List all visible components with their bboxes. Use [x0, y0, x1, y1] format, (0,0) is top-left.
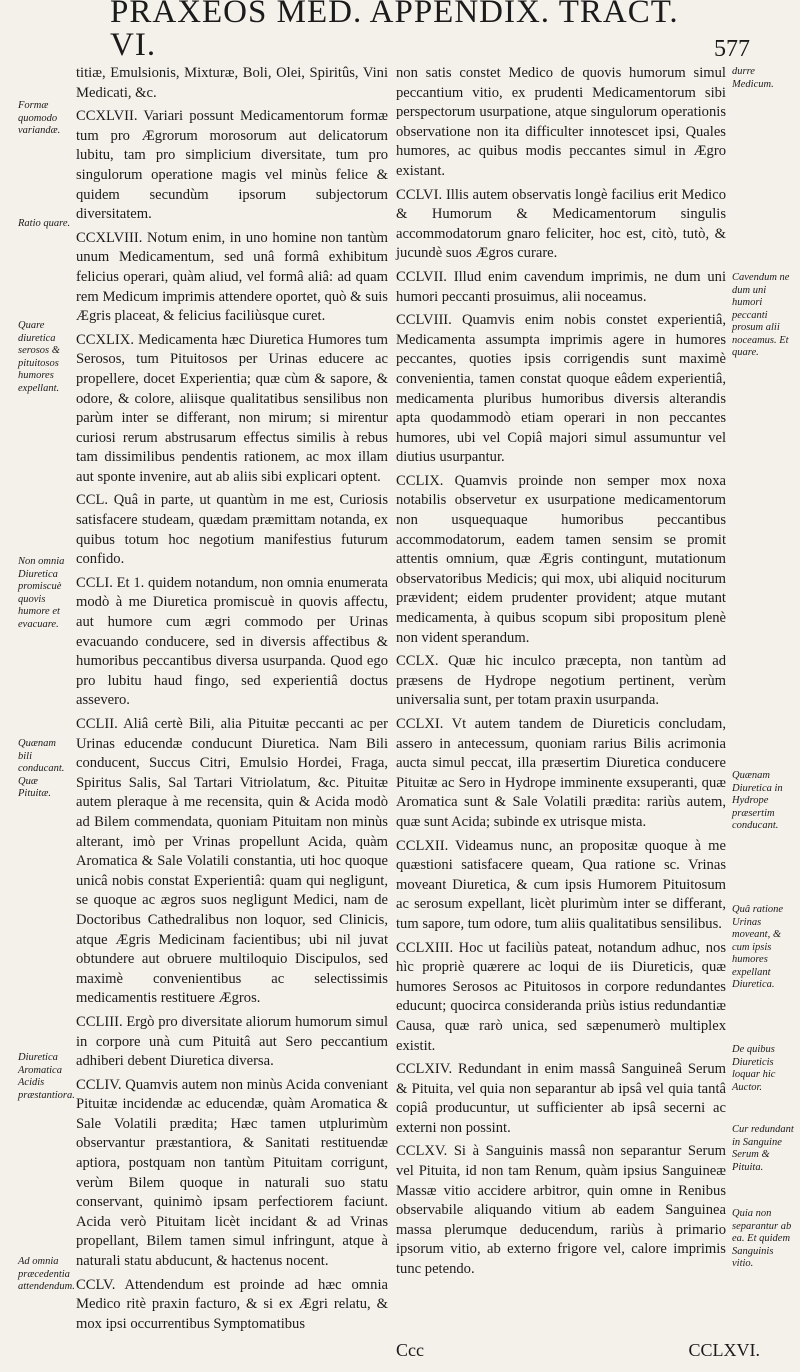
paragraph: titiæ, Emulsionis, Mixturæ, Boli, Olei, Spiritûs, Vini Medicati, &c. — [76, 65, 388, 101]
paragraph: CCLXIII. Hoc ut faciliùs pateat, notandum adhuc, nos hìc propriè quærere ac loqui de iis Diureticis, quæ humores Serosos ac Pituitosos in corpore redundantes educunt; quocirca consideranda priùs istius redundantiæ Causa, quæ rarò unica, sed sæpenumerò multiplex existit. — [396, 939, 726, 1054]
margin-note: durre Medicum. — [732, 66, 774, 90]
margin-note: Non omnia Diuretica promiscuè quovis humore et evacuare. — [18, 556, 65, 630]
left-text-column — [76, 64, 388, 1338]
page-header — [110, 0, 750, 63]
margin-note: Cur redundant in Sanguine Serum & Pituita. — [732, 1124, 794, 1173]
page-footer — [396, 1340, 760, 1361]
paragraph: CCLVIII. Quamvis enim nobis constet experientiâ, Medicamenta assumpta imprimis agere in humores peccantes, quoties ipsis corrigendis sunt maximè convenientia, tamen constat quoque eâdem experientiâ, medicamenta pluribus humoribus diversis alterandis apta quodammodò etiam operari in non peccantes humores, ubi vel Copiâ majori simul assumuntur vel diutius usurpantur. — [396, 312, 726, 466]
margin-note: Quænam Diuretica in Hydrope præsertim conducant. — [732, 770, 783, 831]
paragraph: CCXLVIII. Notum enim, in uno homine non tantùm unum Medicamentum, sed unâ formâ exhibitum felicius operari, quàm aliud, vel formâ aliâ: ad quam rem Medicum imprimis attendere oportet, quò & suis Ægris placeat, & felicius faciliùsque curet. — [76, 229, 388, 325]
paragraph: CCLVI. Illis autem observatis longè facilius erit Medico & Humorum & Medicamentorum singulis accommodatorum gnaro feliciter, hoc est, citò, tutò, & jucundè suos Ægros curare. — [396, 186, 726, 262]
margin-note: Cavendum ne dum uni humori peccanti prosum alii noceamus. Et quare. — [732, 272, 790, 358]
page-number: 577 — [714, 35, 750, 62]
running-head: PRAXEOS MED. APPENDIX. TRACT. VI. — [110, 0, 679, 63]
margin-note: Ad omnia præcedentia attendendum. — [18, 1256, 75, 1292]
paragraph: CCLX. Quæ hic inculco præcepta, non tantùm ad præsens de Hydrope negotium pertinent, verùm universalia sunt, per totam praxin usurpanda. — [396, 653, 726, 709]
paragraph: CCLIX. Quamvis proinde non semper mox noxa notabilis observetur ex usurpatione medicamentorum non usquequaque humoribus peccantibus accommodatorum, eadem tamen sensim se promit attentis omnium, quæ Ægris contingunt, mutationum observatoribus Medicis; qui mox, ubi aliquid nociturum prævident; eidem prudenter provident; atque mutant medicamenta, à quibus scopum sibi propositum plenè non vident sperandum. — [396, 472, 726, 646]
right-text-column — [396, 64, 726, 1284]
margin-note: Formæ quomodo variandæ. — [18, 100, 61, 136]
paragraph: CCLXIV. Redundant in enim massâ Sanguineâ Serum & Pituita, vel quia non separantur ab ipsâ vel quia tantâ copiâ producuntur, ut sufficienter ab ipsâ secerni ac externi non possint. — [396, 1061, 726, 1136]
paragraph: CCLXII. Videamus nunc, an propositæ quoque à me quæstioni satisfacere queam, Qua ratione sc. Vrinas moveant Diuretica, & cum ipsis Humorem Pituitosum ac serosum expellant, licèt plurimùm inter se differant, tum sapore, tum odore, tum aliis qualitatibus sensilibus. — [396, 837, 726, 932]
signature-mark: Ccc — [396, 1340, 424, 1360]
margin-note: Diuretica Aromatica Acidis præstantiora. — [18, 1052, 75, 1101]
catchword: CCLXVI. — [688, 1340, 760, 1360]
margin-note: Quare diuretica serosos & pituitosos humores expellant. — [18, 320, 60, 394]
paragraph: CCLIV. Quamvis autem non minùs Acida conveniant Pituitæ incidendæ ac educendæ, quàm Aromatica & Sale Volatili prædita; Hæc tamen utplurimùm observantur præstantiora, & Sanitati restituendæ aptiora, postquam non tantùm Pituitam corrigunt, verùm Bilem quoque in naturali suo statu conservant, quinimò ipsam perfectiorem faciunt. Acida verò Pituitam licèt incidant & ad Vrinas propellant, Bilem tamen simul infringunt, atque à naturali statu abducunt, & hactenus nocent. — [76, 1076, 388, 1270]
paragraph: CCLI. Et 1. quidem notandum, non omnia enumerata modò à me Diuretica promiscuè in quovis affectu, aut humore cum ægri commodo per Urinas evacuando conducere, sed in diversis affectibus & humoribus peccantibus diversa usurpanda. Quod ego pro lubitu haud fingo, sed experientiâ doctus assevero. — [76, 574, 388, 709]
margin-note: Quâ ratione Urinas moveant, & cum ipsis humores expellant Diuretica. — [732, 904, 784, 990]
margin-note: De quibus Diureticis loquar hic Auctor. — [732, 1044, 776, 1093]
paragraph: CCLVII. Illud enim cavendum imprimis, ne dum uni humori peccanti prosuimus, alii noceamus. — [396, 268, 726, 305]
paragraph: CCXLIX. Medicamenta hæc Diuretica Humores tum Serosos, tum Pituitosos per Urinas educere ac propellere, docet Experientia; quæ cùm & sapore, & odore, & colore, aliisque qualitatibus sensilibus non parùm inter se differant, non mirum; si mirentur curiosi rerum abstrusarum effectus similis à rebus tam dissimilibus pendentis rationem, ac mox illam aut sponte invenire, aut ab aliis sibi explicari optent. — [76, 331, 388, 485]
margin-note: Ratio quare. — [18, 218, 71, 229]
paragraph: CCLV. Attendendum est proinde ad hæc omnia Medico ritè praxin facturo, & si ex Ægri relatu, & mox ipsi occurrentibus Symptomatibus — [76, 1276, 388, 1332]
paragraph: CCLIII. Ergò pro diversitate aliorum humorum simul in corpore unà cum Pituitâ aut Sero peccantium adhiberi debent Diuretica diversa. — [76, 1013, 388, 1070]
margin-note: Quænam bili conducant. Quæ Pituitæ. — [18, 738, 65, 799]
paragraph: CCLXI. Vt autem tandem de Diureticis concludam, assero in antecessum, quoniam rarius Bilis acrimonia aucta simul peccat, illa præsertim Diuretica conducere Pituitæ ac Sero in Hydrope imminente exsuperanti, quæ Aromatica sunt & Sale Volatili prædita: rariùs autem, quæ sunt Acida; subinde ex utrisque mista. — [396, 716, 726, 830]
paragraph: CCLII. Aliâ certè Bili, alia Pituitæ peccanti ac per Urinas educendæ conducunt Diuretica. Nam Bili conducent, Succus Citri, Emulsio Hordei, Fraga, Spiritus Salis, Sal Tartari Vitriolatum, &c. Pituitæ autem pleraque à me recensita, quin & Acida modò ad Bilem commendata, quoniam Pituitam non minùs alterant, imò per Vrinas propellunt Acida, quàm Aromatica & Sale Volatili constantia, uti hoc quoque unicâ nobis constat Experientiâ: quam qui negligunt, se quoque ac ægros suos negligunt Medici, nam de Doctoribus Cathedralibus non loquor, sed Clinicis, atque Ægris Medicinam facientibus; ubi nil juvat obtundere aut obruere multiloquio Discipulos, sed maximè convenientibus ac selectissimis medicamentis restituere Ægros. — [76, 716, 388, 1007]
paragraph: CCL. Quâ in parte, ut quantùm in me est, Curiosis satisfacere studeam, quædam præmittam notanda, ex quibus totum hoc negotium manifestius futurum confido. — [76, 492, 388, 568]
margin-note: Quia non separantur ab ea. Et quidem Sanguinis vitio. — [732, 1208, 792, 1269]
paragraph: CCLXV. Si à Sanguinis massâ non separantur Serum vel Pituita, id non tam Renum, quàm ipsius Sanguineæ Massæ vitio accidere arbitror, quin omne in Renibus observabile aliquando vitium ab eadem Sanguinea massa plerumque deducendum, rariùs à primario ipsorum vitio, ab externo frigore vel, calore imprimis tunc petendo. — [396, 1143, 726, 1278]
paragraph: non satis constet Medico de quovis humorum simul peccantium vitio, ex prudenti Medicamentorum sibi perspectorum usurpatione, atque singulorum operationis observatione non ita difficulter innotescet ipsi, Quales humores, ac quibus modis peccantes simul in Ægro existant. — [396, 65, 726, 179]
paragraph: CCXLVII. Variari possunt Medicamentorum formæ tum pro Ægrorum morosorum aut delicatorum lubitu, tam pro simplicium diversitate, tum pro singulorum operatione magis vel minùs felice & quidem secundùm ipsorum subjectorum diversitatem. — [76, 108, 388, 223]
